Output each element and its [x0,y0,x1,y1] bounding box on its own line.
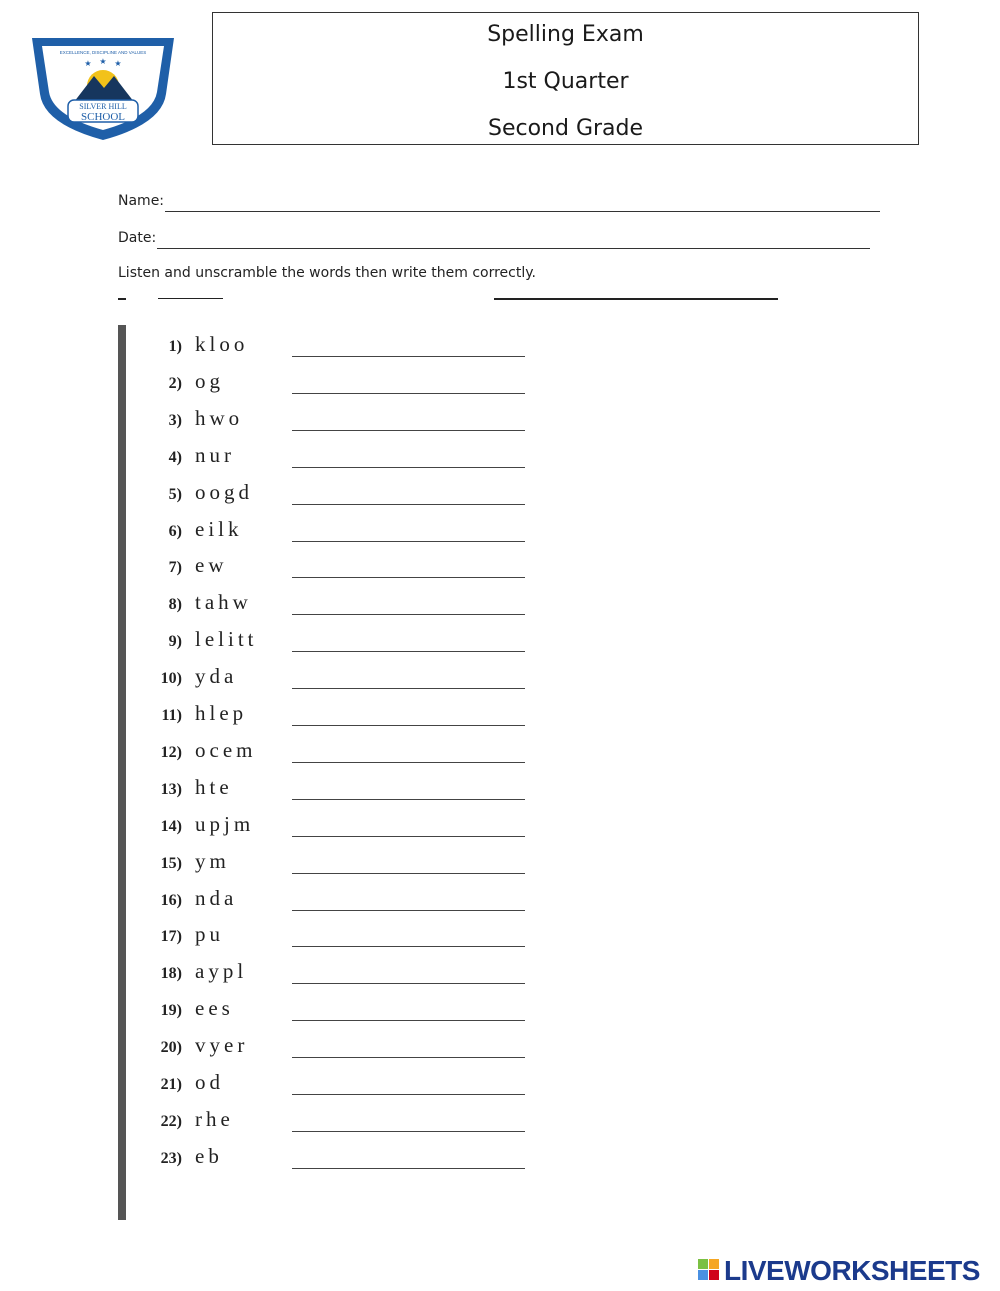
cut-line [494,298,778,300]
list-item [150,812,530,842]
scrambled-word: oogd [195,479,253,504]
item-number: 15) [160,854,182,872]
scrambled-word: nda [195,885,238,910]
list-item [150,664,530,694]
school-logo [28,32,178,144]
item-number: 1) [168,338,182,355]
list-item [150,701,530,731]
list-item [150,406,530,436]
answer-line[interactable] [292,430,525,431]
list-item [150,849,530,879]
scrambled-word: eilk [195,516,243,541]
list-item [150,480,530,510]
scrambled-word: og [195,368,224,393]
fragment-line [158,298,223,299]
scrambled-word: nur [195,442,235,467]
item-number: 18) [160,965,182,983]
answer-line[interactable] [292,873,525,874]
item-number: 4) [168,448,182,466]
answer-line[interactable] [292,983,525,984]
item-number: 21) [160,1076,182,1093]
fragment-line [118,298,126,300]
scrambled-word: hlep [195,701,248,725]
brand-name: LIVEWORKSHEETS [724,1255,980,1286]
list-item [150,369,530,399]
scrambled-word: rhe [195,1106,234,1131]
item-number: 5) [168,485,182,503]
answer-line[interactable] [292,725,525,726]
scrambled-word: ees [195,996,234,1021]
title-box [212,12,919,145]
answer-line[interactable] [292,946,525,947]
list-item [150,922,530,952]
scrambled-word: hwo [195,405,244,430]
list-item [150,443,530,473]
answer-line[interactable] [292,1057,525,1058]
logo-text-2: SCHOOL [80,111,126,123]
list-item [150,590,530,620]
list-item [150,1033,530,1063]
exam-title: Spelling Exam [487,22,644,47]
scrambled-word: tahw [195,590,252,615]
list-item [150,886,530,916]
list-item [150,627,530,657]
svg-text:★: ★ [84,59,92,68]
list-item [150,553,530,583]
scrambled-word: ew [195,553,228,578]
answer-line[interactable] [292,577,525,578]
item-number: 17) [160,928,182,946]
list-item [150,1107,530,1137]
answer-line[interactable] [292,910,525,911]
scrambled-word: od [195,1070,224,1094]
answer-line[interactable] [292,1168,525,1169]
answer-line[interactable] [292,836,525,837]
cube-icon [698,1259,720,1281]
brand-logo [698,1255,998,1285]
scrambled-word: eb [195,1143,223,1168]
scrambled-word: vyer [195,1033,249,1058]
item-number: 20) [160,1039,182,1057]
item-number: 23) [160,1149,182,1167]
name-line[interactable] [165,211,880,212]
answer-line[interactable] [292,1094,525,1095]
list-item [150,996,530,1026]
answer-line[interactable] [292,504,525,505]
list-item [150,517,530,547]
answer-line[interactable] [292,356,525,357]
item-number: 12) [160,743,182,761]
item-number: 10) [160,670,182,688]
logo-motto: EXCELLENCE, DISCIPLINE AND VALUES [59,50,147,55]
item-number: 2) [168,374,182,392]
answer-line[interactable] [292,614,525,615]
scrambled-word: kloo [195,332,249,356]
date-field[interactable] [118,230,870,246]
answer-line[interactable] [292,799,525,800]
list-item [150,959,530,989]
item-number: 11) [161,707,182,724]
svg-text:★: ★ [114,59,122,68]
exam-grade: Second Grade [487,116,644,141]
name-field[interactable] [118,193,880,209]
exam-quarter: 1st Quarter [502,69,629,94]
answer-line[interactable] [292,651,525,652]
name-label: Name: [118,193,165,209]
instructions: Listen and unscramble the words then write them correctly. [118,265,536,281]
answer-line[interactable] [292,762,525,763]
scrambled-word: yda [195,664,238,689]
scrambled-word: hte [195,774,233,799]
answer-line[interactable] [292,688,525,689]
answer-line[interactable] [292,393,525,394]
list-item [150,775,530,805]
item-number: 22) [160,1112,182,1130]
answer-line[interactable] [292,1131,525,1132]
answer-line[interactable] [292,1020,525,1021]
list-item [150,1070,530,1100]
scrambled-word: ocem [195,737,257,762]
list-item [150,738,530,768]
logo-text-1: SILVER HILL [79,102,127,111]
scrambled-word: aypl [195,959,248,984]
item-number: 13) [160,780,182,798]
answer-line[interactable] [292,541,525,542]
date-line[interactable] [157,248,870,249]
item-number: 19) [160,1002,182,1020]
list-item [150,332,530,362]
item-number: 14) [160,817,182,835]
list-item [150,1144,530,1174]
scrambled-word: lelitt [195,627,258,652]
scrambled-word: ym [195,848,230,873]
date-label: Date: [118,230,157,246]
item-number: 6) [168,522,182,540]
item-number: 16) [160,891,182,909]
answer-line[interactable] [292,467,525,468]
scrambled-word: pu [195,922,224,947]
item-number: 7) [168,559,182,577]
scrambled-word: upjm [195,811,255,836]
svg-text:★: ★ [99,57,107,66]
item-number: 3) [168,411,182,429]
left-bar [118,325,126,1220]
item-number: 8) [168,596,182,614]
item-number: 9) [168,633,182,651]
